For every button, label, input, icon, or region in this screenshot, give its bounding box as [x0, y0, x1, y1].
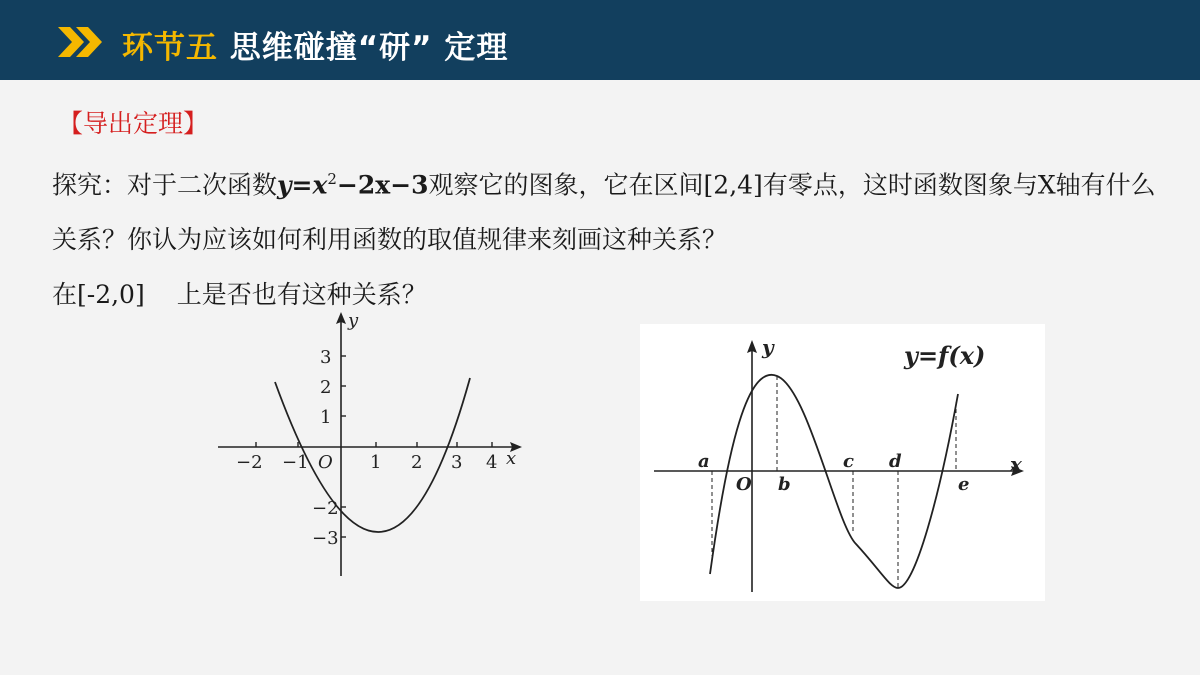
function-graph	[640, 324, 1045, 601]
x-tick-neg1: −1	[282, 452, 309, 473]
text-intro: 探究：对于二次函数	[52, 170, 278, 200]
title-accent: 环节五	[122, 30, 218, 66]
text-interval-question: 上是否也有这种关系？	[176, 280, 427, 310]
point-e-label: e	[958, 474, 970, 495]
y-tick-2: 2	[320, 377, 332, 398]
func-y: y	[277, 170, 292, 200]
y-tick-neg2: −2	[312, 498, 339, 519]
double-chevron-right-icon	[58, 27, 106, 57]
parabola-graph	[210, 306, 540, 581]
text-interval: 在[-2,0]	[52, 280, 145, 310]
text-question: 观察它的图象，它在区间[2,4]有零点，这时函数图象与X轴有什么关系？你认为应该如何利用函数的取值规律来刻画这种关系？	[52, 170, 1156, 255]
func-rest: −2x−3	[336, 170, 429, 200]
x-tick-4: 4	[486, 452, 498, 473]
x-axis-label: x	[1010, 452, 1022, 476]
point-d-label: d	[889, 451, 902, 472]
x-tick-1: 1	[370, 452, 382, 473]
y-tick-1: 1	[320, 407, 332, 428]
header-bar	[0, 0, 1200, 80]
x-tick-3: 3	[451, 452, 463, 473]
origin-label: O	[736, 474, 752, 495]
function-graph-panel	[640, 324, 1045, 601]
x-tick-neg2: −2	[236, 452, 263, 473]
point-a-label: a	[698, 451, 710, 472]
point-b-label: b	[778, 474, 791, 495]
func-x: x	[312, 170, 328, 200]
point-c-label: c	[843, 451, 854, 472]
origin-label: O	[318, 452, 333, 473]
x-tick-2: 2	[411, 452, 423, 473]
y-axis-label: y	[762, 335, 774, 359]
func-eq: =	[291, 170, 313, 200]
x-axis-label: x	[506, 448, 517, 469]
section-label: 【导出定理】	[58, 109, 209, 138]
y-tick-3: 3	[320, 347, 332, 368]
title-rest: 思维碰撞“研” 定理	[229, 30, 509, 66]
y-tick-neg3: −3	[312, 528, 339, 549]
function-label: y=f(x)	[904, 341, 986, 370]
func-exponent: 2	[327, 170, 337, 188]
page-title	[122, 22, 508, 67]
y-axis-label: y	[348, 310, 359, 331]
exploration-paragraph	[52, 152, 1162, 322]
